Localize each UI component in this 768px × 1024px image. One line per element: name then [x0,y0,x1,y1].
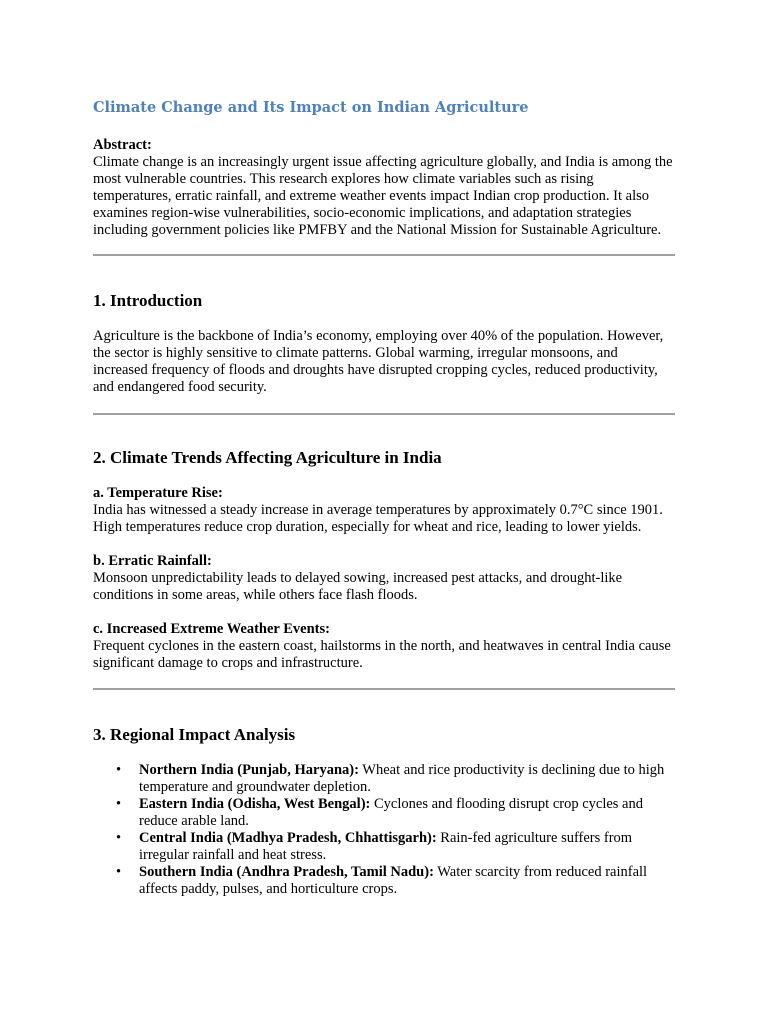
regional-section [93,725,675,898]
introduction-section [93,291,675,396]
abstract-text: Climate change is an increasingly urgent issue affecting agriculture globally, and India is among the most vulnerable countries. This research explores how climate variables such as rising temperatures, erratic rainfall, and extreme weather events impact Indian crop production. It also examines region-wise vulnerabilities, socio-economic implications, and adaptation strategies including government policies like PMFBY and the National Mission for Sustainable Agriculture. [93,154,673,238]
document-page [93,98,675,898]
trend-item-temperature [93,485,675,536]
list-item [116,762,675,796]
trend-text: India has witnessed a steady increase in average temperatures by approximately 0.7°C since 1901. High temperatures reduce crop duration, especially for wheat and rice, leading to lower yields. [93,502,663,535]
bullet-icon: • [116,864,122,880]
region-name: Southern India (Andhra Pradesh, Tamil Nadu): [139,864,434,880]
trend-text: Monsoon unpredictability leads to delayed sowing, increased pest attacks, and drought-like conditions in some areas, while others face flash floods. [93,570,623,603]
list-item [116,864,675,898]
region-text: Cyclones and flooding disrupt crop cycles and reduce arable land. [139,796,643,829]
bullet-icon: • [116,762,122,778]
trends-heading: 2. Climate Trends Affecting Agriculture in India [93,448,442,467]
regional-impact-list [93,762,675,898]
list-item [116,830,675,864]
trend-label: a. Temperature Rise: [93,485,223,501]
trends-section [93,448,675,672]
trend-label: b. Erratic Rainfall: [93,553,212,569]
region-name: Northern India (Punjab, Haryana): [139,762,359,778]
abstract-label: Abstract: [93,137,152,153]
regional-heading: 3. Regional Impact Analysis [93,725,296,744]
bullet-icon: • [116,796,122,812]
document-title: Climate Change and Its Impact on Indian Agriculture [93,99,529,116]
bullet-icon: • [116,830,122,846]
region-text: Wheat and rice productivity is declining due to high temperature and groundwater depletion. [139,762,665,795]
abstract-section [93,137,675,239]
list-item [116,796,675,830]
trend-item-extreme-weather [93,621,675,672]
region-name: Central India (Madhya Pradesh, Chhattisgarh): [139,830,437,846]
introduction-heading: 1. Introduction [93,291,203,310]
trend-label: c. Increased Extreme Weather Events: [93,621,330,637]
region-text: Water scarcity from reduced rainfall affects paddy, pulses, and horticulture crops. [139,864,648,897]
region-name: Eastern India (Odisha, West Bengal): [139,796,371,812]
section-divider [93,413,675,415]
section-divider [93,688,675,690]
trend-text: Frequent cyclones in the eastern coast, hailstorms in the north, and heatwaves in central India cause significant damage to crops and infrastructure. [93,638,671,671]
region-text: Rain-fed agriculture suffers from irregular rainfall and heat stress. [139,830,633,863]
trend-item-rainfall [93,553,675,604]
section-divider [93,254,675,256]
introduction-text: Agriculture is the backbone of India’s economy, employing over 40% of the population. However, the sector is highly sensitive to climate patterns. Global warming, irregular monsoons, and increased frequency of floods and droughts have disrupted cropping cycles, reduced productivity, and endangered food security. [93,328,664,395]
